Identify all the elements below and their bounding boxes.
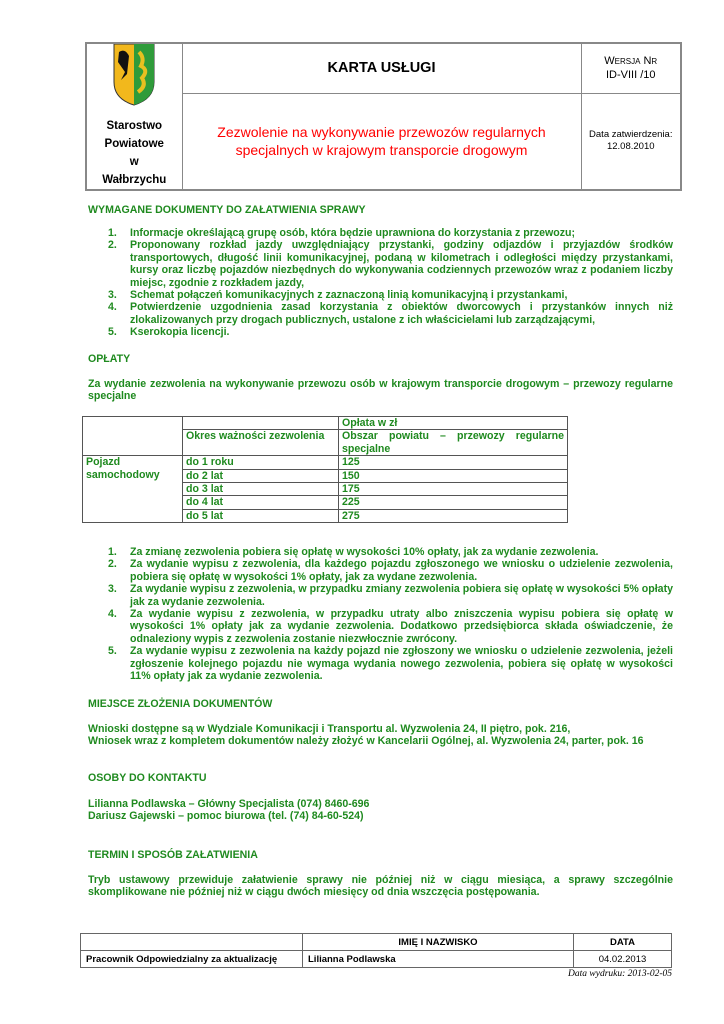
coat-of-arms-logo	[111, 44, 157, 106]
office-line: Wałbrzychu	[102, 174, 167, 186]
fee: 275	[339, 509, 568, 522]
list-item: 4. Za wydanie wypisu z zezwolenia, w przypadku utraty albo zniszczenia wypisu pobiera się opłatę w wysokości 1% opłaty jak za wydanie zezwolenia. Dodatkowo przedsiębiorca składa oświadczenie, że odnaleziony wypis z zezwolenia zostanie niezwłocznie zwrócony.	[108, 608, 673, 645]
version-cell	[581, 43, 681, 93]
term-heading: TERMIN I SPOSÓB ZAŁATWIENIA	[88, 849, 258, 861]
approval-date: 12.08.2010	[606, 141, 655, 153]
list-item: 5. Kserokopia licencji.	[108, 326, 230, 339]
office-line: Powiatowe	[104, 138, 164, 150]
fee: 125	[339, 456, 568, 469]
period: do 1 roku	[183, 456, 339, 469]
office-line: w	[129, 156, 139, 168]
period: do 3 lat	[183, 483, 339, 496]
fees-heading: OPŁATY	[88, 353, 131, 365]
area-header: Obszar powiatu – przewozy regularne specjalne	[339, 430, 568, 456]
fees-intro: Za wydanie zezwolenia na wykonywanie przewozu osób w krajowym transporcie drogowym – przewozy regularne specjalne	[88, 378, 673, 403]
table-row	[83, 456, 568, 469]
docs-list	[108, 227, 673, 339]
period-header: Okres ważności zezwolenia	[183, 430, 339, 456]
approval-label: Data zatwierdzenia:	[589, 129, 673, 141]
office-line: Starostwo	[106, 120, 163, 132]
version-label: Wersja Nr	[604, 55, 658, 68]
place-heading: MIEJSCE ZŁOŻENIA DOKUMENTÓW	[88, 698, 273, 710]
responsible-name: Lilianna Podlawska	[303, 951, 574, 968]
period: do 2 lat	[183, 469, 339, 482]
term-text: Tryb ustawowy przewiduje załatwienie sprawy nie później niż w ciągu miesiąca, a sprawy szczególnie skomplikowane nie później niż w ciągu dwóch miesięcy od dnia wszczęcia postępowania.	[88, 874, 673, 899]
fee: 150	[339, 469, 568, 482]
date-header: DATA	[574, 934, 672, 951]
contact-heading: OSOBY DO KONTAKTU	[88, 772, 207, 784]
list-item: 4. Potwierdzenie uzgodnienia zasad korzystania z obiektów dworcowych i przystanków innych niż zlokalizowanych przy drogach publicznych, ustalone z ich właścicielami lub zarządzającymi,	[108, 301, 673, 326]
list-item: 3. Za wydanie wypisu z zezwolenia, w przypadku zmiany zezwolenia pobiera się opłatę w wysokości 5% opłaty jak za wydanie zezwolenia.	[108, 583, 673, 608]
office-cell	[86, 43, 182, 190]
docs-heading: WYMAGANE DOKUMENTY DO ZAŁATWIENIA SPRAWY	[88, 204, 366, 216]
list-item: 1. Za zmianę zezwolenia pobiera się opłatę w wysokości 10% opłaty, jak za wydanie zezwolenia.	[108, 546, 599, 558]
name-header: IMIĘ I NAZWISKO	[303, 934, 574, 951]
update-date: 04.02.2013	[574, 951, 672, 968]
period: do 4 lat	[183, 496, 339, 509]
fee-notes-list	[108, 546, 673, 682]
print-date: Data wydruku: 2013-02-05	[568, 969, 672, 979]
fee: 225	[339, 496, 568, 509]
fee: 175	[339, 483, 568, 496]
approval-cell	[581, 93, 681, 190]
period: do 5 lat	[183, 509, 339, 522]
list-item: 5. Za wydanie wypisu z zezwolenia na każdy pojazd nie zgłoszony we wniosku o udzielenie zezwolenia, jeżeli zgłoszenie kolejnego pojazdu nie wymaga wydania nowego zezwolenia, pobiera się opłatę w wysokości 11% opłaty jak za wydanie zezwolenia.	[108, 645, 673, 683]
version-number: ID-VIII /10	[605, 69, 656, 82]
service-name: Zezwolenie na wykonywanie przewozów regularnych specjalnych w krajowym transporcie drogowym	[182, 93, 581, 190]
card-title: KARTA USŁUGI	[182, 43, 581, 93]
list-item: 1. Informacje określającą grupę osób, która będzie uprawniona do korzystania z przewozu;	[108, 227, 576, 239]
place-line: Wniosek wraz z kompletem dokumentów należy złożyć w Kancelarii Ogólnej, al. Wyzwolenia 24, parter, pok. 16	[88, 735, 644, 747]
list-item: 2. Proponowany rozkład jazdy uwzględniający przystanki, godziny odjazdów i przyjazdów środków transportowych, długość linii komunikacyjnej, podaną w kilometrach i odległości między przystankami, kursy oraz liczbę pojazdów niezbędnych do wykonywania codziennych przewozów wraz z podaniem liczby miejsc, zgodnie z rozkładem jazdy,	[108, 239, 673, 289]
contact-line: Dariusz Gajewski – pomoc biurowa (tel. (74) 84-60-524)	[88, 810, 364, 822]
contact-line: Lilianna Podlawska – Główny Specjalista (074) 8460-696	[88, 798, 370, 810]
vehicle-type: Pojazd samochodowy	[83, 456, 183, 523]
fee-header: Opłata w zł	[339, 417, 568, 430]
fee-table	[82, 416, 568, 523]
list-item: 3. Schemat połączeń komunikacyjnych z zaznaczoną linią komunikacyjną i przystankami,	[108, 289, 568, 302]
update-table	[80, 933, 672, 968]
header-table	[85, 42, 682, 191]
role: Pracownik Odpowiedzialny za aktualizację	[81, 951, 303, 968]
place-line: Wnioski dostępne są w Wydziale Komunikacji i Transportu al. Wyzwolenia 24, II piętro, pok. 216,	[88, 723, 571, 735]
list-item: 2. Za wydanie wypisu z zezwolenia, dla każdego pojazdu zgłoszonego we wniosku o udzielenie zezwolenia, pobiera się opłatę w wysokości 1% opłaty, jak za wydane zezwolenia.	[108, 558, 673, 583]
